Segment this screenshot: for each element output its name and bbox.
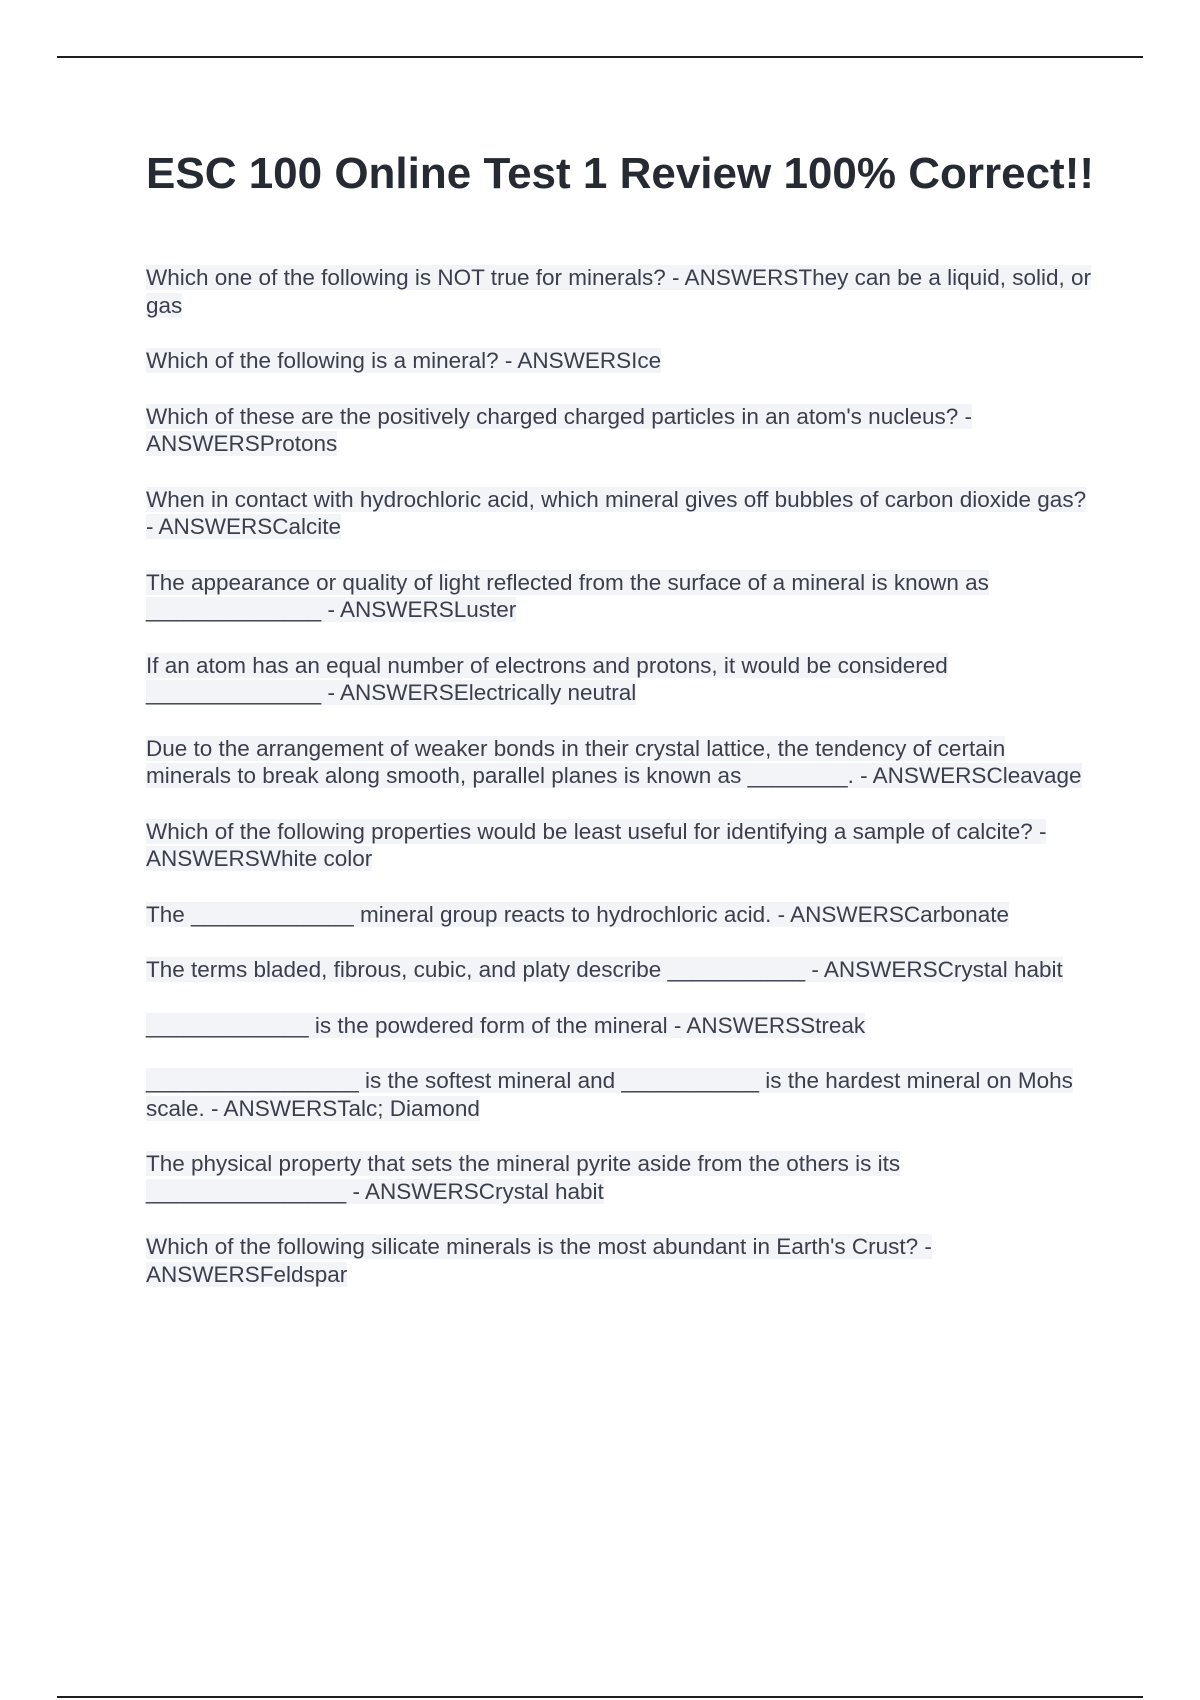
- qa-item: If an atom has an equal number of electrons and protons, it would be considered ______________ - ANSWERSElectrically neutral: [146, 652, 948, 705]
- qa-item: _________________ is the softest mineral and ___________ is the hardest mineral on Mohs scale. - ANSWERSTalc; Diamond: [146, 1068, 1073, 1121]
- document-body: [146, 146, 1096, 1316]
- qa-item: Which of the following silicate minerals is the most abundant in Earth's Crust? - ANSWERSFeldspar: [146, 1234, 932, 1287]
- qa-item: Which of these are the positively charged charged particles in an atom's nucleus? - ANSWERSProtons: [146, 403, 972, 456]
- qa-item: Due to the arrangement of weaker bonds in their crystal lattice, the tendency of certain minerals to break along smooth, parallel planes is known as ________. - ANSWERSCleavage: [146, 735, 1082, 788]
- document-title: ESC 100 Online Test 1 Review 100% Correct!!: [146, 149, 1094, 198]
- qa-item: When in contact with hydrochloric acid, which mineral gives off bubbles of carbon dioxide gas? - ANSWERSCalcite: [146, 486, 1087, 539]
- top-rule: [57, 56, 1143, 58]
- qa-item: The terms bladed, fibrous, cubic, and platy describe ___________ - ANSWERSCrystal habit: [146, 957, 1063, 982]
- qa-item: _____________ is the powdered form of the mineral - ANSWERSStreak: [146, 1012, 866, 1038]
- qa-item: Which of the following properties would be least useful for identifying a sample of calcite? - ANSWERSWhite color: [146, 818, 1047, 871]
- qa-item: The appearance or quality of light reflected from the surface of a mineral is known as ______________ - ANSWERSLuster: [146, 569, 989, 622]
- qa-item: The physical property that sets the mineral pyrite aside from the others is its ________________ - ANSWERSCrystal habit: [146, 1151, 901, 1204]
- bottom-rule: [57, 1696, 1143, 1698]
- qa-item: Which one of the following is NOT true for minerals? - ANSWERSThey can be a liquid, solid, or gas: [146, 265, 1091, 318]
- qa-item: Which of the following is a mineral? - ANSWERSIce: [146, 348, 662, 373]
- qa-list: [146, 264, 1096, 1288]
- qa-item: The _____________ mineral group reacts to hydrochloric acid. - ANSWERSCarbonate: [146, 901, 1009, 927]
